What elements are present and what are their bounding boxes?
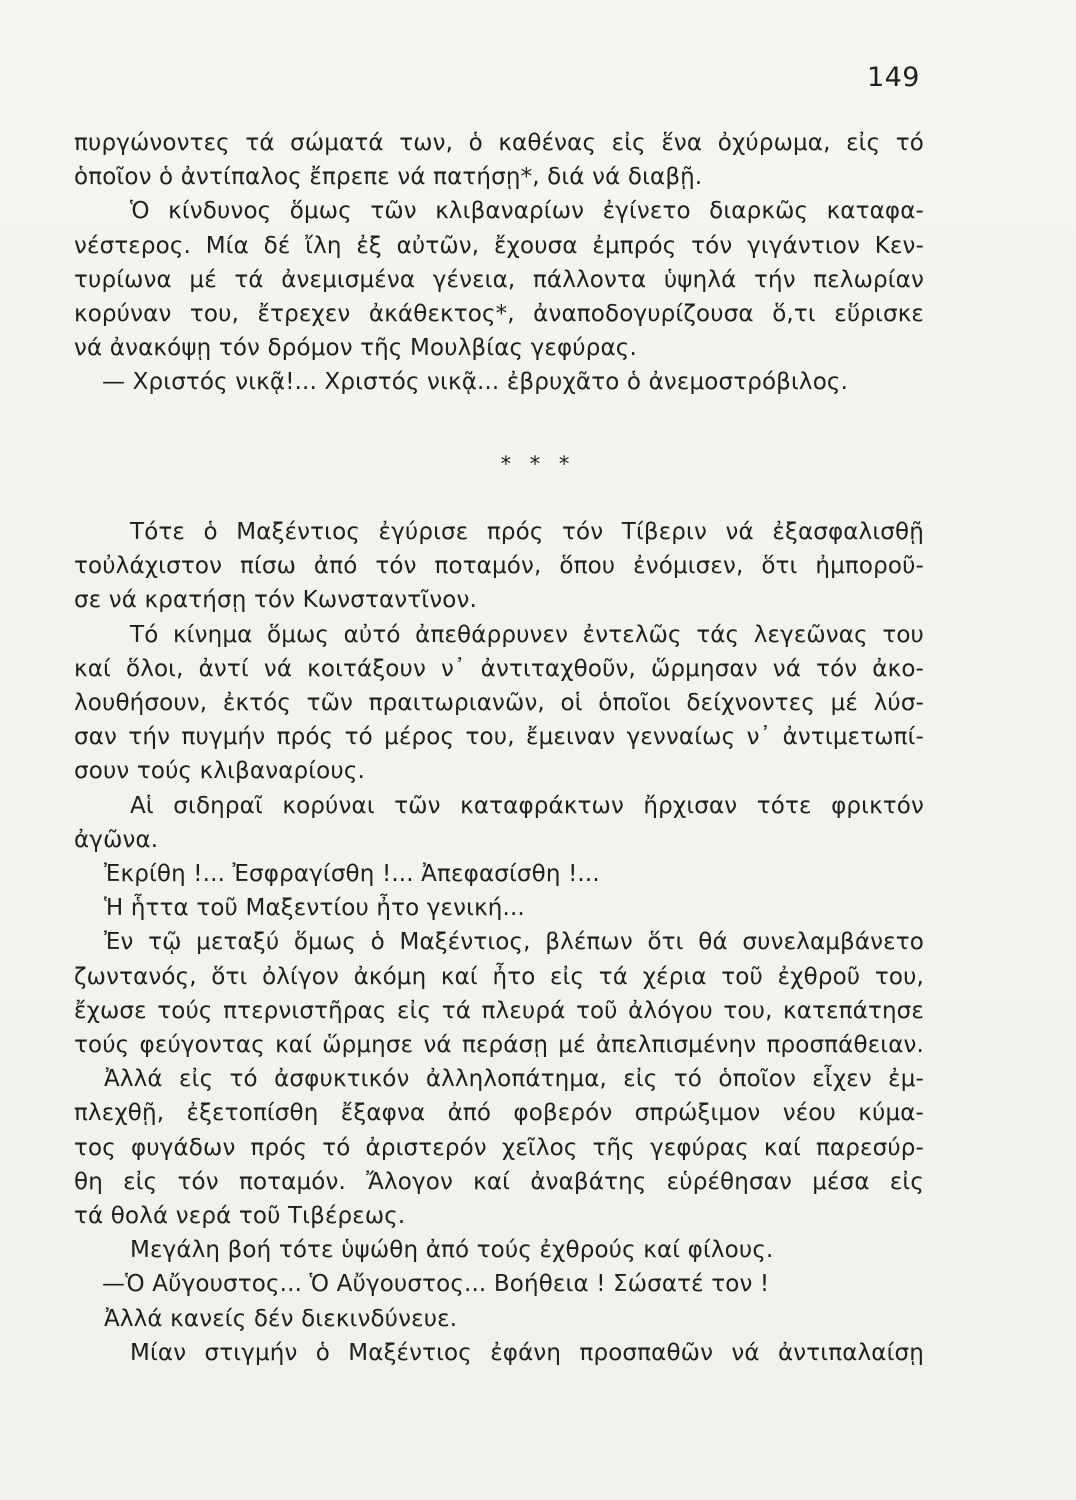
text-line: Τότε ὁ Μαξέντιος ἐγύρισε πρός τόν Τίβεριν νά ἐξασφαλισθῇ [130,519,924,545]
paragraph-block-main [74,515,924,1370]
text-line: τούς φεύγοντας καί ὥρμησε νά περάσῃ μέ ἀπελπισμένην προσπάθειαν. [74,1032,924,1059]
text-line: —Ὁ Αὔγουστος... Ὁ Αὔγουστος... Βοήθεια ! Σώσατέ τον ! [102,1271,770,1298]
text-line: νά ἀνακόψῃ τόν δρόμον τῆς Μουλβίας γεφύρας. [74,335,637,362]
text-line: ὁποῖον ὁ ἀντίπαλος ἔπρεπε νά πατήσῃ*, διά νά διαβῇ. [74,164,703,191]
page-number: 149 [866,62,920,93]
text-line: Ἀλλά κανείς δέν διεκινδύνευε. [104,1305,458,1332]
text-line: Ὁ κίνδυνος ὅμως τῶν κλιβαναρίων ἐγίνετο διαρκῶς καταφα- [130,198,924,225]
text-line: σουν τούς κλιβαναρίους. [74,758,365,785]
text-line: Τό κίνημα ὅμως αὐτό ἀπεθάρρυνεν ἐντελῶς τάς λεγεῶνας του [130,621,924,648]
paragraph-block-top [74,126,924,400]
text-line: ζωντανός, ὅτι ὀλίγον ἀκόμη καί ἦτο εἰς τά χέρια τοῦ ἐχθροῦ του, [74,963,924,990]
text-line: Αἱ σιδηραῖ κορύναι τῶν καταφράκτων ἤρχισαν τότε φρικτόν [130,792,924,819]
text-line: τοὐλάχιστον πίσω ἀπό τόν ποταμόν, ὅπου ἐνόμισεν, ὅτι ἠμποροῦ- [74,553,924,580]
text-line: — Χριστός νικᾷ!... Χριστός νικᾷ... ἐβρυχᾶτο ὁ ἀνεμοστρόβιλος. [102,369,849,396]
text-line: Ἡ ἧττα τοῦ Μαξεντίου ἦτο γενική... [104,895,525,922]
text-line: σε νά κρατήσῃ τόν Κωνσταντῖνον. [74,587,477,614]
text-line: Ἀλλά εἰς τό ἀσφυκτικόν ἀλληλοπάτημα, εἰς τό ὁποῖον εἶχεν ἐμ- [104,1066,924,1093]
text-line: Ἐν τῷ μεταξύ ὅμως ὁ Μαξέντιος, βλέπων ὅτι θά συνελαμβάνετο [104,929,924,956]
text-line: Μεγάλη βοή τότε ὑψώθη ἀπό τούς ἐχθρούς καί φίλους. [130,1237,774,1264]
text-line: ἔχωσε τούς πτερνιστῆρας εἰς τά πλευρά τοῦ ἀλόγου του, κατεπάτησε [74,997,924,1024]
text-line: καί ὅλοι, ἀντί νά κοιτάξουν ν᾽ ἀντιταχθοῦν, ὥρμησαν νά τόν ἀκο- [74,655,924,682]
text-line: κορύναν του, ἔτρεχεν ἀκάθεκτος*, ἀναποδογυρίζουσα ὅ,τι εὕρισκε [74,301,924,328]
text-line: πυργώνοντες τά σώματά των, ὁ καθένας εἰς ἕνα ὀχύρωμα, εἰς τό [74,130,924,156]
text-line: τυρίωνα μέ τά ἀνεμισμένα γένεια, πάλλοντα ὑψηλά τήν πελωρίαν [74,266,924,293]
text-line: νέστερος. Μία δέ ἴλη ἐξ αὐτῶν, ἔχουσα ἐμπρός τόν γιγάντιον Κεν- [74,232,924,259]
text-line: πλεχθῇ, ἐξετοπίσθη ἔξαφνα ἀπό φοβερόν σπρώξιμον νέου κύμα- [74,1100,924,1127]
text-line: Ἐκρίθη !... Ἐσφραγίσθη !... Ἀπεφασίσθη !... [104,861,600,888]
text-line: Μίαν στιγμήν ὁ Μαξέντιος ἐφάνη προσπαθῶν νά ἀντιπαλαίσῃ [130,1339,924,1366]
section-break: * * * [500,452,576,476]
text-line: ἀγῶνα. [74,826,159,853]
text-line: λουθήσουν, ἐκτός τῶν πραιτωριανῶν, οἱ ὁποῖοι δείχνοντες μέ λύσ- [74,690,924,717]
text-line: τά θολά νερά τοῦ Τιβέρεως. [74,1203,406,1230]
text-line: θη εἰς τόν ποταμόν. Ἄλογον καί ἀναβάτης εὑρέθησαν μέσα εἰς [74,1168,924,1195]
text-line: τος φυγάδων πρός τό ἀριστερόν χεῖλος τῆς γεφύρας καί παρεσύρ- [74,1134,924,1161]
text-line: σαν τήν πυγμήν πρός τό μέρος του, ἔμειναν γενναίως ν᾽ ἀντιμετωπί- [74,724,924,751]
